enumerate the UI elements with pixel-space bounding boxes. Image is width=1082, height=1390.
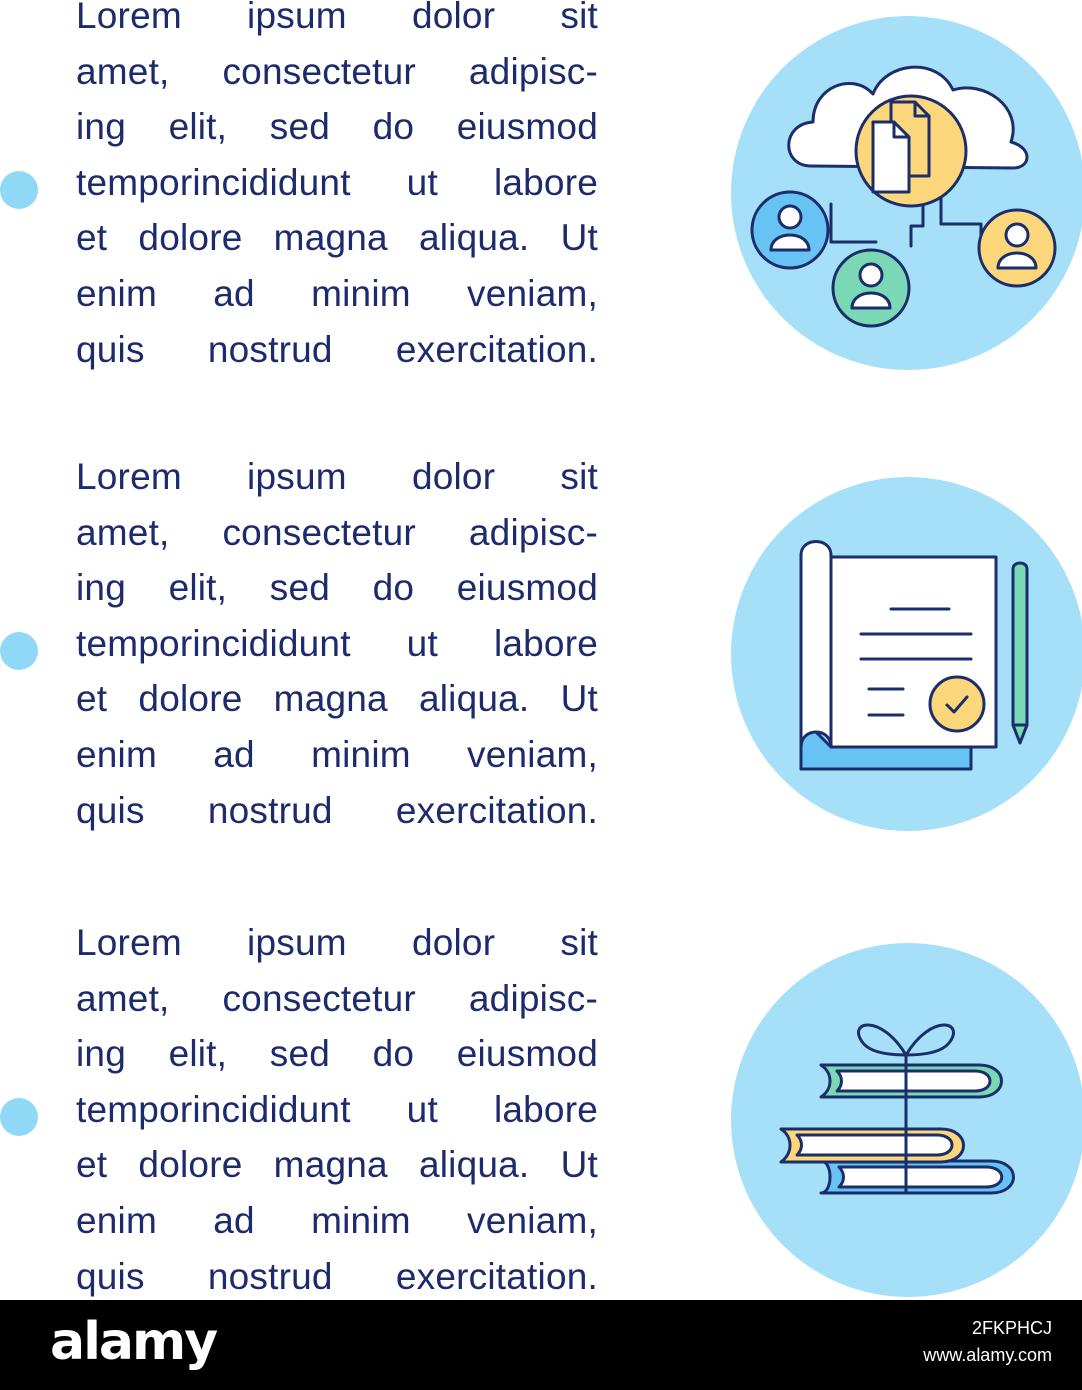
bullet-dot: [0, 171, 38, 209]
text-line: temporincididunt ut labore: [76, 622, 598, 664]
text-line: enim ad minim veniam,: [76, 1199, 598, 1241]
content-item-2: [0, 449, 1082, 849]
text-line: ing elit, sed do eiusmod: [76, 567, 598, 609]
text-line: enim ad minim veniam,: [76, 272, 598, 314]
icon-circle: [731, 943, 1082, 1297]
text-line: quis nostrud exercitation.: [76, 1255, 598, 1297]
paragraph: [76, 449, 598, 838]
icon-circle: [731, 16, 1082, 370]
text-line: et dolore magna aliqua. Ut: [76, 1144, 598, 1186]
bullet-dot: [0, 1098, 38, 1136]
text-line: Lorem ipsum dolor sit: [76, 456, 598, 497]
alamy-logo: alamy: [50, 1312, 217, 1372]
text-line: amet, consectetur adipisc-: [76, 511, 598, 553]
text-line: et dolore magna aliqua. Ut: [76, 217, 598, 259]
text-line: temporincididunt ut labore: [76, 1088, 598, 1130]
text-line: ing elit, sed do eiusmod: [76, 106, 598, 148]
site-url: www.alamy.com: [923, 1345, 1052, 1365]
footer-banner: [0, 1300, 1082, 1390]
text-line: Lorem ipsum dolor sit: [76, 922, 598, 963]
image-id: 2FKPHCJ: [971, 1318, 1052, 1338]
icon-circle: [731, 477, 1082, 831]
footer-info: [923, 1315, 1052, 1369]
text-line: ing elit, sed do eiusmod: [76, 1033, 598, 1075]
bullet-dot: [0, 632, 38, 670]
text-line: Lorem ipsum dolor sit: [76, 0, 598, 36]
text-line: quis nostrud exercitation.: [76, 789, 598, 831]
text-line: temporincididunt ut labore: [76, 161, 598, 203]
text-line: amet, consectetur adipisc-: [76, 50, 598, 92]
signed-contract-icon: [731, 477, 1082, 831]
content-item-1: [0, 0, 1082, 388]
text-line: enim ad minim veniam,: [76, 733, 598, 775]
text-line: amet, consectetur adipisc-: [76, 977, 598, 1019]
cloud-shared-documents-icon: [731, 16, 1082, 370]
paragraph: [76, 915, 598, 1304]
text-line: quis nostrud exercitation.: [76, 328, 598, 370]
content-item-3: [0, 915, 1082, 1315]
text-line: et dolore magna aliqua. Ut: [76, 678, 598, 720]
gift-books-icon: [731, 943, 1082, 1297]
paragraph: [76, 0, 598, 377]
